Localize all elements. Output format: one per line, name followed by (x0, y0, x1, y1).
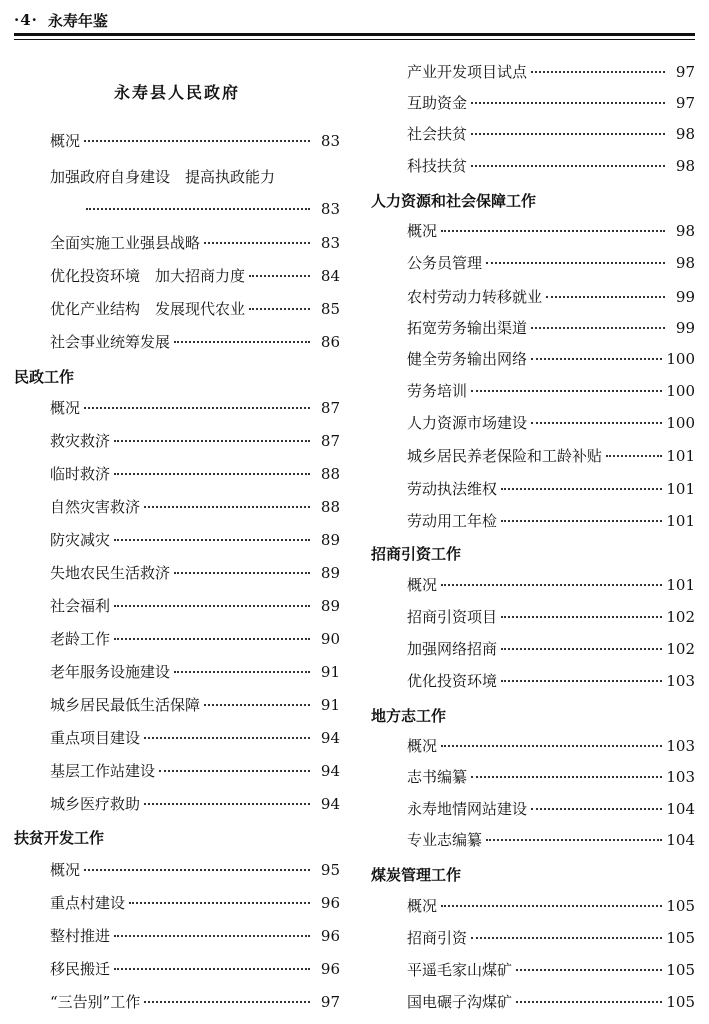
toc-entry-label: 自然灾害救济 (50, 498, 141, 516)
dot-leader (471, 164, 665, 167)
toc-entry[interactable] (407, 62, 695, 82)
dot-leader (114, 472, 310, 475)
toc-entry-label: 城乡居民最低生活保障 (50, 696, 201, 714)
toc-entry-page: 101 (666, 480, 695, 498)
dot-leader (144, 505, 310, 508)
toc-entry-page: 95 (320, 861, 340, 879)
dot-leader (501, 647, 662, 650)
dot-leader (501, 519, 662, 522)
toc-entry-page: 97 (675, 63, 695, 81)
toc-entry-page: 84 (320, 267, 340, 285)
toc-entry-label: 重点项目建设 (50, 729, 141, 747)
book-title: 永寿年鉴 (47, 11, 108, 30)
toc-entry-label: 移民搬迁 (50, 960, 111, 978)
toc-entry-page: 96 (320, 960, 340, 978)
toc-entry-page: 105 (666, 961, 695, 979)
toc-entry[interactable] (407, 607, 695, 627)
toc-entry-page: 101 (666, 447, 695, 465)
dot-leader (114, 967, 310, 970)
dot-leader (249, 307, 310, 310)
toc-entry[interactable] (407, 830, 695, 850)
toc-entry[interactable] (407, 93, 695, 113)
toc-entry[interactable] (407, 767, 695, 787)
toc-entry-label: 重点村建设 (50, 894, 126, 912)
toc-entry-label: 社会福利 (50, 597, 111, 615)
toc-entry-label: 概况 (407, 576, 438, 594)
toc-entry-label: 社会扶贫 (407, 125, 468, 143)
toc-entry[interactable] (50, 431, 340, 451)
toc-entry[interactable] (50, 398, 340, 418)
dot-leader (204, 241, 310, 244)
toc-entry-page: 103 (666, 768, 695, 786)
dot-leader (531, 357, 662, 360)
dot-leader (84, 406, 310, 409)
toc-entry-label: 概况 (407, 897, 438, 915)
dot-leader (501, 679, 662, 682)
dot-leader (471, 101, 665, 104)
toc-entry-label: 优化投资环境 (407, 672, 498, 690)
toc-entry-page: 98 (675, 254, 695, 272)
toc-entry-label: 科技扶贫 (407, 157, 468, 175)
toc-entry-page: 99 (675, 319, 695, 337)
toc-entry-label: 加强网络招商 (407, 640, 498, 658)
toc-entry-page: 99 (675, 288, 695, 306)
dot-leader (129, 901, 310, 904)
section-heading: 民政工作 (14, 368, 75, 386)
toc-entry[interactable] (407, 511, 695, 531)
dot-leader (531, 421, 662, 424)
section-heading: 人力资源和社会保障工作 (371, 192, 537, 210)
dot-leader (486, 838, 662, 841)
toc-entry[interactable] (407, 381, 695, 401)
toc-entry-label: 救灾救济 (50, 432, 111, 450)
dot-leader (501, 615, 662, 618)
toc-heading: 永寿县人民政府 (113, 83, 240, 102)
dot-leader (501, 487, 662, 490)
toc-entry[interactable] (50, 167, 275, 187)
toc-entry[interactable] (50, 959, 340, 979)
toc-entry-page: 83 (320, 200, 340, 218)
toc-entry[interactable] (407, 960, 695, 980)
toc-entry-label: 优化投资环境 加大招商力度 (50, 267, 246, 285)
toc-entry[interactable] (50, 860, 340, 880)
toc-entry[interactable] (50, 695, 340, 715)
toc-entry-label: 防灾减灾 (50, 531, 111, 549)
toc-entry-page: 98 (675, 125, 695, 143)
dot-leader (471, 936, 662, 939)
toc-entry[interactable] (407, 318, 695, 338)
dot-leader (159, 769, 310, 772)
dot-leader (516, 968, 662, 971)
toc-entry[interactable] (50, 629, 340, 649)
toc-entry-label: 互助资金 (407, 94, 468, 112)
toc-entry-page: 83 (320, 234, 340, 252)
toc-entry-page: 100 (666, 382, 695, 400)
toc-entry[interactable] (407, 896, 695, 916)
toc-entry[interactable] (50, 266, 340, 286)
toc-entry-label: 基层工作站建设 (50, 762, 156, 780)
toc-entry[interactable] (50, 893, 340, 913)
dot-leader (606, 454, 662, 457)
running-header (14, 6, 108, 34)
toc-entry-page: 90 (320, 630, 340, 648)
section-heading: 招商引资工作 (371, 545, 462, 563)
toc-entry-label: 产业开发项目试点 (407, 63, 528, 81)
toc-entry-label: 招商引资项目 (407, 608, 498, 626)
dot-leader (174, 571, 310, 574)
section-heading: 扶贫开发工作 (14, 829, 105, 847)
toc-entry[interactable] (50, 464, 340, 484)
toc-entry-label: 招商引资 (407, 929, 468, 947)
toc-entry[interactable] (50, 794, 340, 814)
toc-entry-label: 概况 (50, 132, 81, 150)
toc-entry[interactable] (50, 497, 340, 517)
toc-entry[interactable] (50, 563, 340, 583)
dot-leader (204, 703, 310, 706)
dot-leader (84, 868, 310, 871)
toc-entry[interactable] (407, 928, 695, 948)
toc-entry[interactable] (407, 992, 695, 1012)
toc-entry-page: 83 (320, 132, 340, 150)
toc-entry[interactable] (407, 287, 695, 307)
section-heading: 地方志工作 (371, 707, 447, 725)
toc-entry-page: 105 (666, 929, 695, 947)
dot-leader (114, 538, 310, 541)
toc-entry-label: 加强政府自身建设 提高执政能力 (50, 168, 276, 186)
toc-entry-label: 社会事业统筹发展 (50, 333, 171, 351)
toc-entry-label: 公务员管理 (407, 254, 483, 272)
toc-entry-page: 91 (320, 696, 340, 714)
toc-entry-label: 老龄工作 (50, 630, 111, 648)
toc-entry[interactable] (407, 479, 695, 499)
dot-leader (249, 274, 310, 277)
dot-leader (531, 326, 665, 329)
dot-leader (531, 70, 665, 73)
dot-leader (114, 934, 310, 937)
toc-entry-label: 概况 (50, 861, 81, 879)
dot-leader (114, 439, 310, 442)
toc-entry-label: 农村劳动力转移就业 (407, 288, 543, 306)
toc-entry-label: “三告别”工作 (50, 993, 141, 1011)
toc-entry-page: 100 (666, 414, 695, 432)
toc-entry-page: 103 (666, 672, 695, 690)
toc-entry-label: 概况 (50, 399, 81, 417)
toc-entry-page: 96 (320, 927, 340, 945)
toc-entry-label: 临时救济 (50, 465, 111, 483)
toc-entry-page: 105 (666, 897, 695, 915)
dot-leader (144, 736, 310, 739)
toc-entry[interactable] (50, 332, 340, 352)
toc-entry[interactable] (407, 124, 695, 144)
toc-entry[interactable] (407, 736, 695, 756)
toc-entry-label: 人力资源市场建设 (407, 414, 528, 432)
dot-leader (516, 1000, 662, 1003)
toc-entry-label: 概况 (407, 222, 438, 240)
toc-entry-page: 88 (320, 465, 340, 483)
dot-leader (86, 207, 310, 210)
toc-entry-page: 98 (675, 157, 695, 175)
toc-entry-label: 健全劳务输出网络 (407, 350, 528, 368)
toc-entry-page: 97 (320, 993, 340, 1011)
toc-entry-page: 89 (320, 564, 340, 582)
toc-entry[interactable] (50, 299, 340, 319)
toc-entry-label: 国电碾子沟煤矿 (407, 993, 513, 1011)
dot-leader (546, 295, 665, 298)
toc-entry-page: 88 (320, 498, 340, 516)
toc-entry-label: 劳务培训 (407, 382, 468, 400)
toc-entry-page: 102 (666, 608, 695, 626)
toc-entry-page: 91 (320, 663, 340, 681)
toc-entry[interactable] (407, 156, 695, 176)
toc-entry[interactable] (407, 799, 695, 819)
section-heading: 煤炭管理工作 (371, 866, 462, 884)
toc-entry-page: 96 (320, 894, 340, 912)
toc-entry-label: 全面实施工业强县战略 (50, 234, 201, 252)
header-rule-thick (14, 33, 695, 36)
page-number: ·4· (14, 11, 38, 29)
dot-leader (114, 604, 310, 607)
toc-entry[interactable] (50, 530, 340, 550)
toc-entry-page: 89 (320, 597, 340, 615)
header-rule-thin (14, 39, 695, 40)
toc-entry-page: 94 (320, 729, 340, 747)
toc-entry[interactable] (50, 131, 340, 151)
dot-leader (441, 229, 665, 232)
toc-entry-label: 拓宽劳务输出渠道 (407, 319, 528, 337)
toc-entry-page: 104 (666, 800, 695, 818)
toc-entry-page: 87 (320, 432, 340, 450)
toc-entry-label: 志书编纂 (407, 768, 468, 786)
toc-entry[interactable] (407, 575, 695, 595)
toc-entry[interactable] (50, 926, 340, 946)
toc-entry-page: 94 (320, 762, 340, 780)
dot-leader (486, 261, 665, 264)
toc-entry-page: 87 (320, 399, 340, 417)
toc-entry-page: 101 (666, 512, 695, 530)
dot-leader (471, 132, 665, 135)
toc-entry-page: 101 (666, 576, 695, 594)
toc-entry-label: 城乡医疗救助 (50, 795, 141, 813)
toc-entry-label: 平遥毛家山煤矿 (407, 961, 513, 979)
toc-entry-page: 94 (320, 795, 340, 813)
dot-leader (144, 1000, 310, 1003)
toc-entry-label: 劳动用工年检 (407, 512, 498, 530)
toc-entry-label: 城乡居民养老保险和工龄补贴 (407, 447, 603, 465)
dot-leader (441, 583, 662, 586)
toc-entry[interactable] (50, 233, 340, 253)
toc-entry-page: 105 (666, 993, 695, 1011)
toc-entry-page: 104 (666, 831, 695, 849)
toc-entry[interactable] (50, 662, 340, 682)
toc-entry-page: 86 (320, 333, 340, 351)
dot-leader (174, 340, 310, 343)
toc-entry[interactable] (50, 596, 340, 616)
dot-leader (441, 904, 662, 907)
toc-entry[interactable] (407, 446, 695, 466)
toc-entry-page: 85 (320, 300, 340, 318)
toc-entry-label: 整村推进 (50, 927, 111, 945)
toc-entry-page: 97 (675, 94, 695, 112)
toc-entry-page: 102 (666, 640, 695, 658)
toc-entry-page: 103 (666, 737, 695, 755)
dot-leader (441, 744, 662, 747)
toc-entry-label: 劳动执法维权 (407, 480, 498, 498)
dot-leader (471, 389, 662, 392)
toc-entry[interactable] (407, 253, 695, 273)
dot-leader (114, 637, 310, 640)
toc-entry[interactable] (407, 671, 695, 691)
toc-entry-label: 概况 (407, 737, 438, 755)
toc-entry-label: 优化产业结构 发展现代农业 (50, 300, 246, 318)
dot-leader (174, 670, 310, 673)
dot-leader (84, 139, 310, 142)
dot-leader (531, 807, 662, 810)
toc-entry-label: 老年服务设施建设 (50, 663, 171, 681)
dot-leader (471, 775, 662, 778)
toc-entry-label: 永寿地情网站建设 (407, 800, 528, 818)
toc-entry-label: 失地农民生活救济 (50, 564, 171, 582)
toc-entry[interactable] (407, 639, 695, 659)
toc-entry[interactable] (50, 728, 340, 748)
toc-entry[interactable] (407, 413, 695, 433)
toc-entry-page: 98 (675, 222, 695, 240)
toc-entry[interactable] (50, 761, 340, 781)
toc-entry-page: 89 (320, 531, 340, 549)
toc-entry[interactable] (407, 349, 695, 369)
dot-leader (144, 802, 310, 805)
toc-entry[interactable] (407, 221, 695, 241)
toc-entry[interactable] (50, 992, 340, 1012)
toc-entry-page: 100 (666, 350, 695, 368)
toc-entry-continuation[interactable] (50, 199, 340, 219)
toc-entry-label: 专业志编纂 (407, 831, 483, 849)
